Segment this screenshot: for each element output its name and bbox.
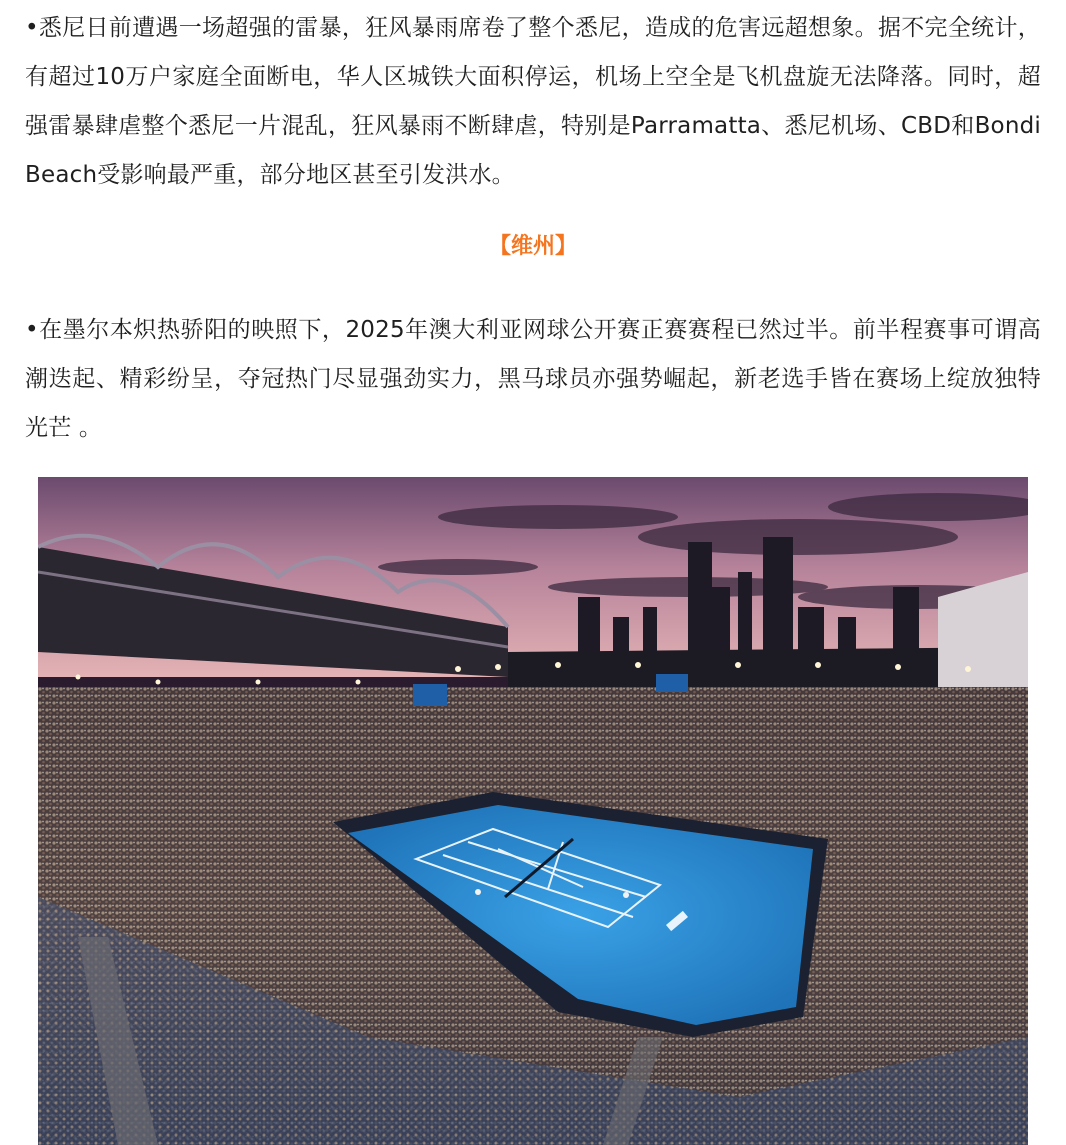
rod-laver-arena-photo <box>38 477 1028 1145</box>
australian-open-paragraph: •在墨尔本炽热骄阳的映照下，2025年澳大利亚网球公开赛正赛赛程已然过半。前半程赛事可谓高潮迭起、精彩纷呈，夺冠热门尽显强劲实力，黑马球员亦强势崛起，新老选手皆在赛场上绽放独特光芒 。 <box>25 317 1041 441</box>
player <box>623 892 629 898</box>
sydney-storm-paragraph: •悉尼日前遭遇一场超强的雷暴，狂风暴雨席卷了整个悉尼，造成的危害远超想象。据不完全统计，有超过10万户家庭全面断电，华人区城铁大面积停运，机场上空全是飞机盘旋无法降落。同时，超强雷暴肆虐整个悉尼一片混乱，狂风暴雨不断肆虐，特别是Parramatta、悉尼机场、CBD和Bondi Beach受影响最严重，部分地区甚至引发洪水。 <box>25 15 1041 188</box>
player <box>475 889 481 895</box>
scoreboard-right <box>656 674 688 692</box>
section-heading-victoria: 【维州】 <box>488 234 577 259</box>
scoreboard-left <box>413 684 447 706</box>
